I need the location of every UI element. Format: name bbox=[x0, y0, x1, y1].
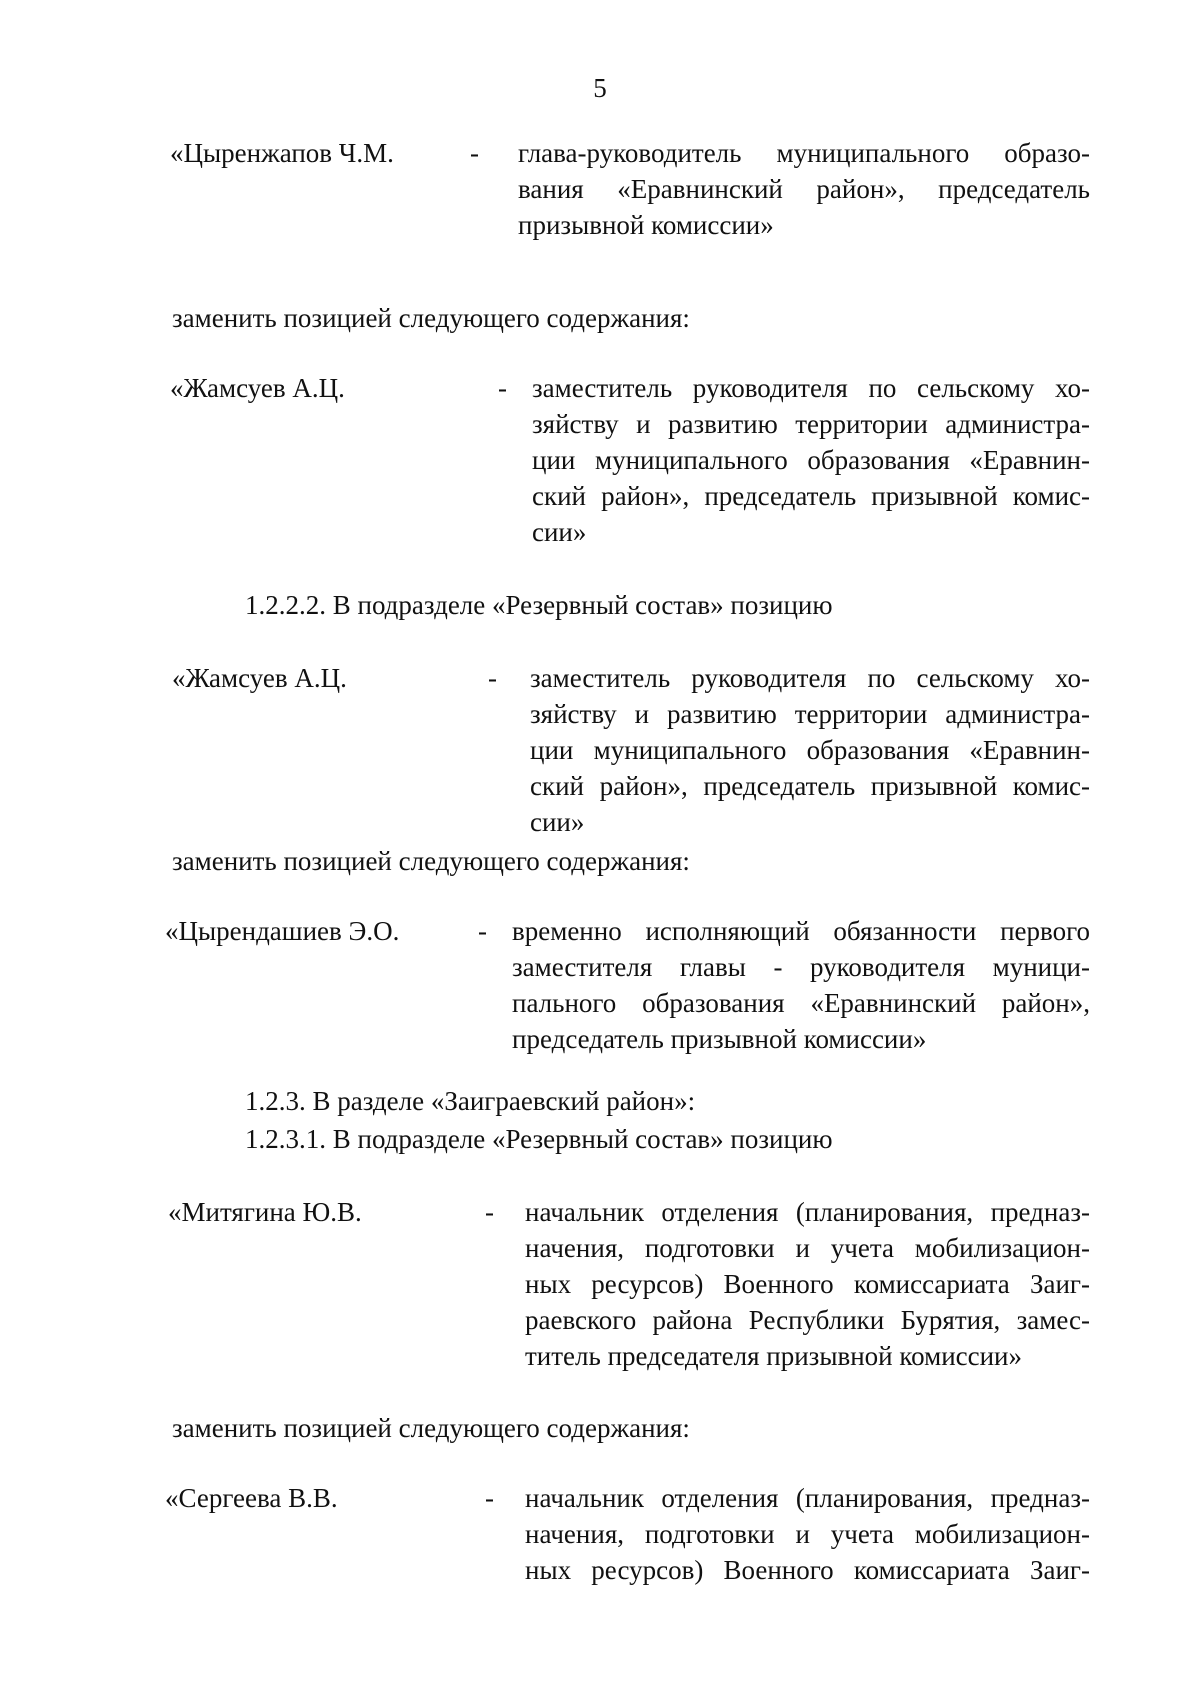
entry-dash: - bbox=[485, 1483, 494, 1513]
entry-dash: - bbox=[485, 1197, 494, 1227]
entry-description bbox=[525, 1480, 1090, 1588]
section-heading: 1.2.2.2. В подразделе «Резервный состав» позицию bbox=[245, 590, 833, 620]
entry-description-line: заместитель руководителя по сельскому хо- bbox=[532, 373, 1090, 403]
entry-dash: - bbox=[478, 916, 487, 946]
entry-description-line: заместитель руководителя по сельскому хо- bbox=[530, 663, 1090, 693]
replace-paragraph: заменить позицией следующего содержания: bbox=[172, 303, 690, 333]
entry-name: «Жамсуев А.Ц. bbox=[172, 663, 347, 693]
entry-name: «Жамсуев А.Ц. bbox=[170, 373, 345, 403]
entry-name: «Цырендашиев Э.О. bbox=[165, 916, 400, 946]
entry-description-line: временно исполняющий обязанности первого bbox=[512, 916, 1090, 946]
entry-description-line: начения, подготовки и учета мобилизацион- bbox=[525, 1519, 1090, 1549]
entry-description-line: пального образования «Еравнинский район», bbox=[512, 988, 1090, 1018]
entry-description-line: ский район», председатель призывной комис- bbox=[530, 771, 1090, 801]
entry-description-line: заместителя главы - руководителя муници- bbox=[512, 952, 1090, 982]
entry-description bbox=[518, 135, 1090, 243]
entry-dash: - bbox=[488, 663, 497, 693]
entry-description bbox=[530, 660, 1090, 840]
entry-description-line: ции муниципального образования «Еравнин- bbox=[530, 735, 1090, 765]
entry-description-line: начальник отделения (планирования, предназ- bbox=[525, 1197, 1090, 1227]
entry-description-line: ский район», председатель призывной комис- bbox=[532, 481, 1090, 511]
replace-paragraph: заменить позицией следующего содержания: bbox=[172, 846, 690, 876]
entry-description-line: титель председателя призывной комиссии» bbox=[525, 1341, 1023, 1371]
entry-description-line: ции муниципального образования «Еравнин- bbox=[532, 445, 1090, 475]
entry-name: «Цыренжапов Ч.М. bbox=[170, 138, 394, 168]
entry-name: «Митягина Ю.В. bbox=[168, 1197, 362, 1227]
entry-description bbox=[532, 370, 1090, 550]
section-heading: 1.2.3. В разделе «Заиграевский район»: bbox=[245, 1086, 696, 1116]
replace-paragraph: заменить позицией следующего содержания: bbox=[172, 1413, 690, 1443]
page-number: 5 bbox=[593, 73, 607, 103]
entry-description bbox=[525, 1194, 1090, 1374]
entry-description-line: вания «Еравнинский район», председатель bbox=[518, 174, 1090, 204]
entry-description-line: председатель призывной комиссии» bbox=[512, 1024, 927, 1054]
entry-description-line: раевского района Республики Бурятия, замес- bbox=[525, 1305, 1090, 1335]
entry-description-line: призывной комиссии» bbox=[518, 210, 774, 240]
entry-description-line: сии» bbox=[530, 807, 585, 837]
entry-description-line: глава-руководитель муниципального образо- bbox=[518, 138, 1090, 168]
entry-description-line: ных ресурсов) Военного комиссариата Заиг- bbox=[525, 1269, 1090, 1299]
entry-description-line: зяйству и развитию территории администра- bbox=[532, 409, 1090, 439]
entry-description bbox=[512, 913, 1090, 1057]
section-heading: 1.2.3.1. В подразделе «Резервный состав» позицию bbox=[245, 1124, 833, 1154]
entry-dash: - bbox=[470, 138, 479, 168]
entry-description-line: зяйству и развитию территории администра- bbox=[530, 699, 1090, 729]
entry-description-line: ных ресурсов) Военного комиссариата Заиг- bbox=[525, 1555, 1090, 1585]
entry-description-line: начения, подготовки и учета мобилизацион- bbox=[525, 1233, 1090, 1263]
entry-description-line: сии» bbox=[532, 517, 587, 547]
entry-dash: - bbox=[498, 373, 507, 403]
entry-name: «Сергеева В.В. bbox=[165, 1483, 338, 1513]
entry-description-line: начальник отделения (планирования, предназ- bbox=[525, 1483, 1090, 1513]
